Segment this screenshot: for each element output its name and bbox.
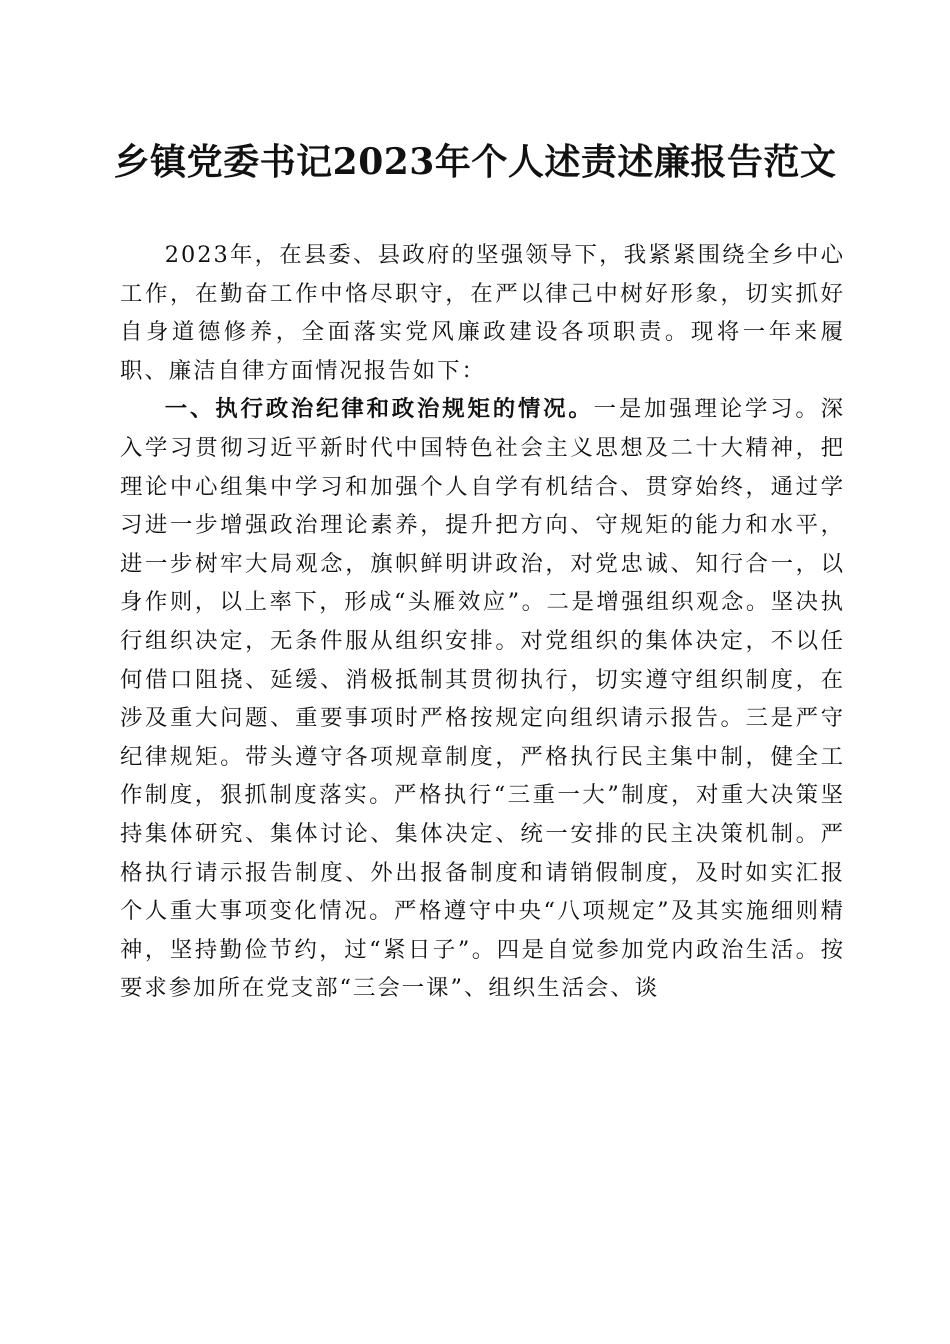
section-heading: 一、执行政治纪律和政治规矩的情况。 — [164, 396, 594, 423]
paragraph-text: 一是加强理论学习。深入学习贯彻习近平新时代中国特色社会主义思想及二十大精神，把理论中心组集中学习和加强个人自学有机结合、贯穿始终，通过学习进一步增强政治理论素养，提升把方向、守规矩的能力和水平，进一步树牢大局观念，旗帜鲜明讲政治，对党忠诚、知行合一，以身作则，以上率下，形成“头雁效应”。二是增强组织观念。坚决执行组织决定，无条件服从组织安排。对党组织的集体决定，不以任何借口阻挠、延缓、消极抵制其贯彻执行，切实遵守组织制度，在涉及重大问题、重要事项时严格按规定向组织请示报告。三是严守纪律规矩。带头遵守各项规章制度，严格执行民主集中制，健全工作制度，狠抓制度落实。严格执行“三重一大”制度，对重大决策坚持集体研究、集体讨论、集体决定、统一安排的民主决策机制。严格执行请示报告制度、外出报备制度和请销假制度，及时如实汇报个人重大事项变化情况。严格遵守中央“八项规定”及其实施细则精神，坚持勤俭节约，过“紧日子”。四是自觉参加党内政治生活。按要求参加所在党支部“三会一课”、组织生活会、谈 — [120, 396, 846, 1002]
paragraph-text: 2023年，在县委、县政府的坚强领导下，我紧紧围绕全乡中心工作，在勤奋工作中恪尽职守，在严以律己中树好形象，切实抓好自身道德修养，全面落实党风廉政建设各项职责。现将一年来履职、廉洁自律方面情况报告如下： — [120, 242, 845, 384]
document-body — [120, 236, 845, 1008]
document-title: 乡镇党委书记2023年个人述责述廉报告范文 — [113, 141, 837, 183]
intro-paragraph — [120, 236, 845, 390]
section-one-paragraph — [120, 390, 845, 1008]
